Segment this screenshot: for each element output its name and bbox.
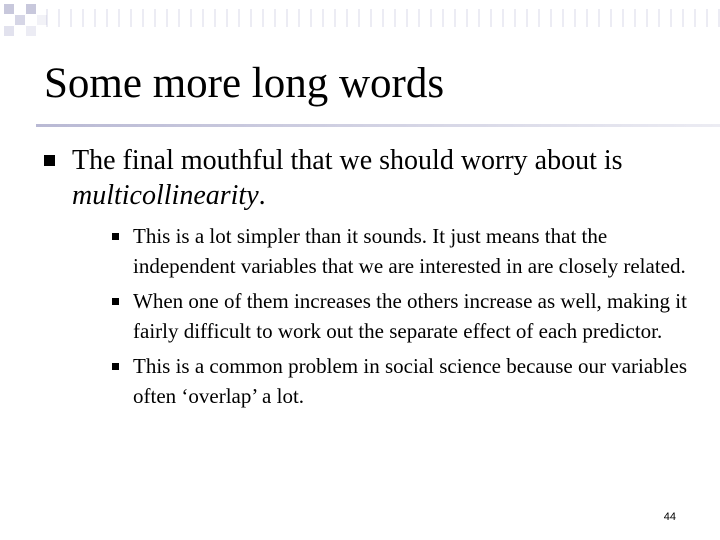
sub-bullet-2 [112, 287, 702, 346]
sub-bullet-list [112, 222, 702, 417]
main-bullet-text-end: . [258, 180, 266, 211]
page-number: 44 [663, 511, 676, 523]
sub-bullet-3-text: This is a common problem in social science because our variables often ‘overlap’ a lot. [133, 354, 687, 408]
sub-bullet-1-text: This is a lot simpler than it sounds. It just means that the independent variables that we are interested in are closely related. [133, 224, 686, 278]
square-bullet-icon [112, 298, 119, 305]
main-bullet [44, 143, 684, 213]
sub-bullet-3 [112, 352, 702, 411]
main-bullet-emphasis: multicollinearity [72, 180, 259, 211]
square-bullet-icon [112, 233, 119, 240]
title-divider [36, 124, 720, 127]
slide-title: Some more long words [44, 60, 445, 107]
square-bullet-icon [112, 363, 119, 370]
main-bullet-text [72, 143, 684, 213]
main-bullet-text-start: The final mouthful that we should worry about is [72, 145, 623, 176]
square-bullet-icon [44, 155, 55, 166]
top-band-decoration [36, 9, 720, 27]
sub-bullet-2-text: When one of them increases the others increase as well, making it fairly difficult to work out the separate effect of each predictor. [133, 289, 687, 343]
sub-bullet-1 [112, 222, 702, 281]
